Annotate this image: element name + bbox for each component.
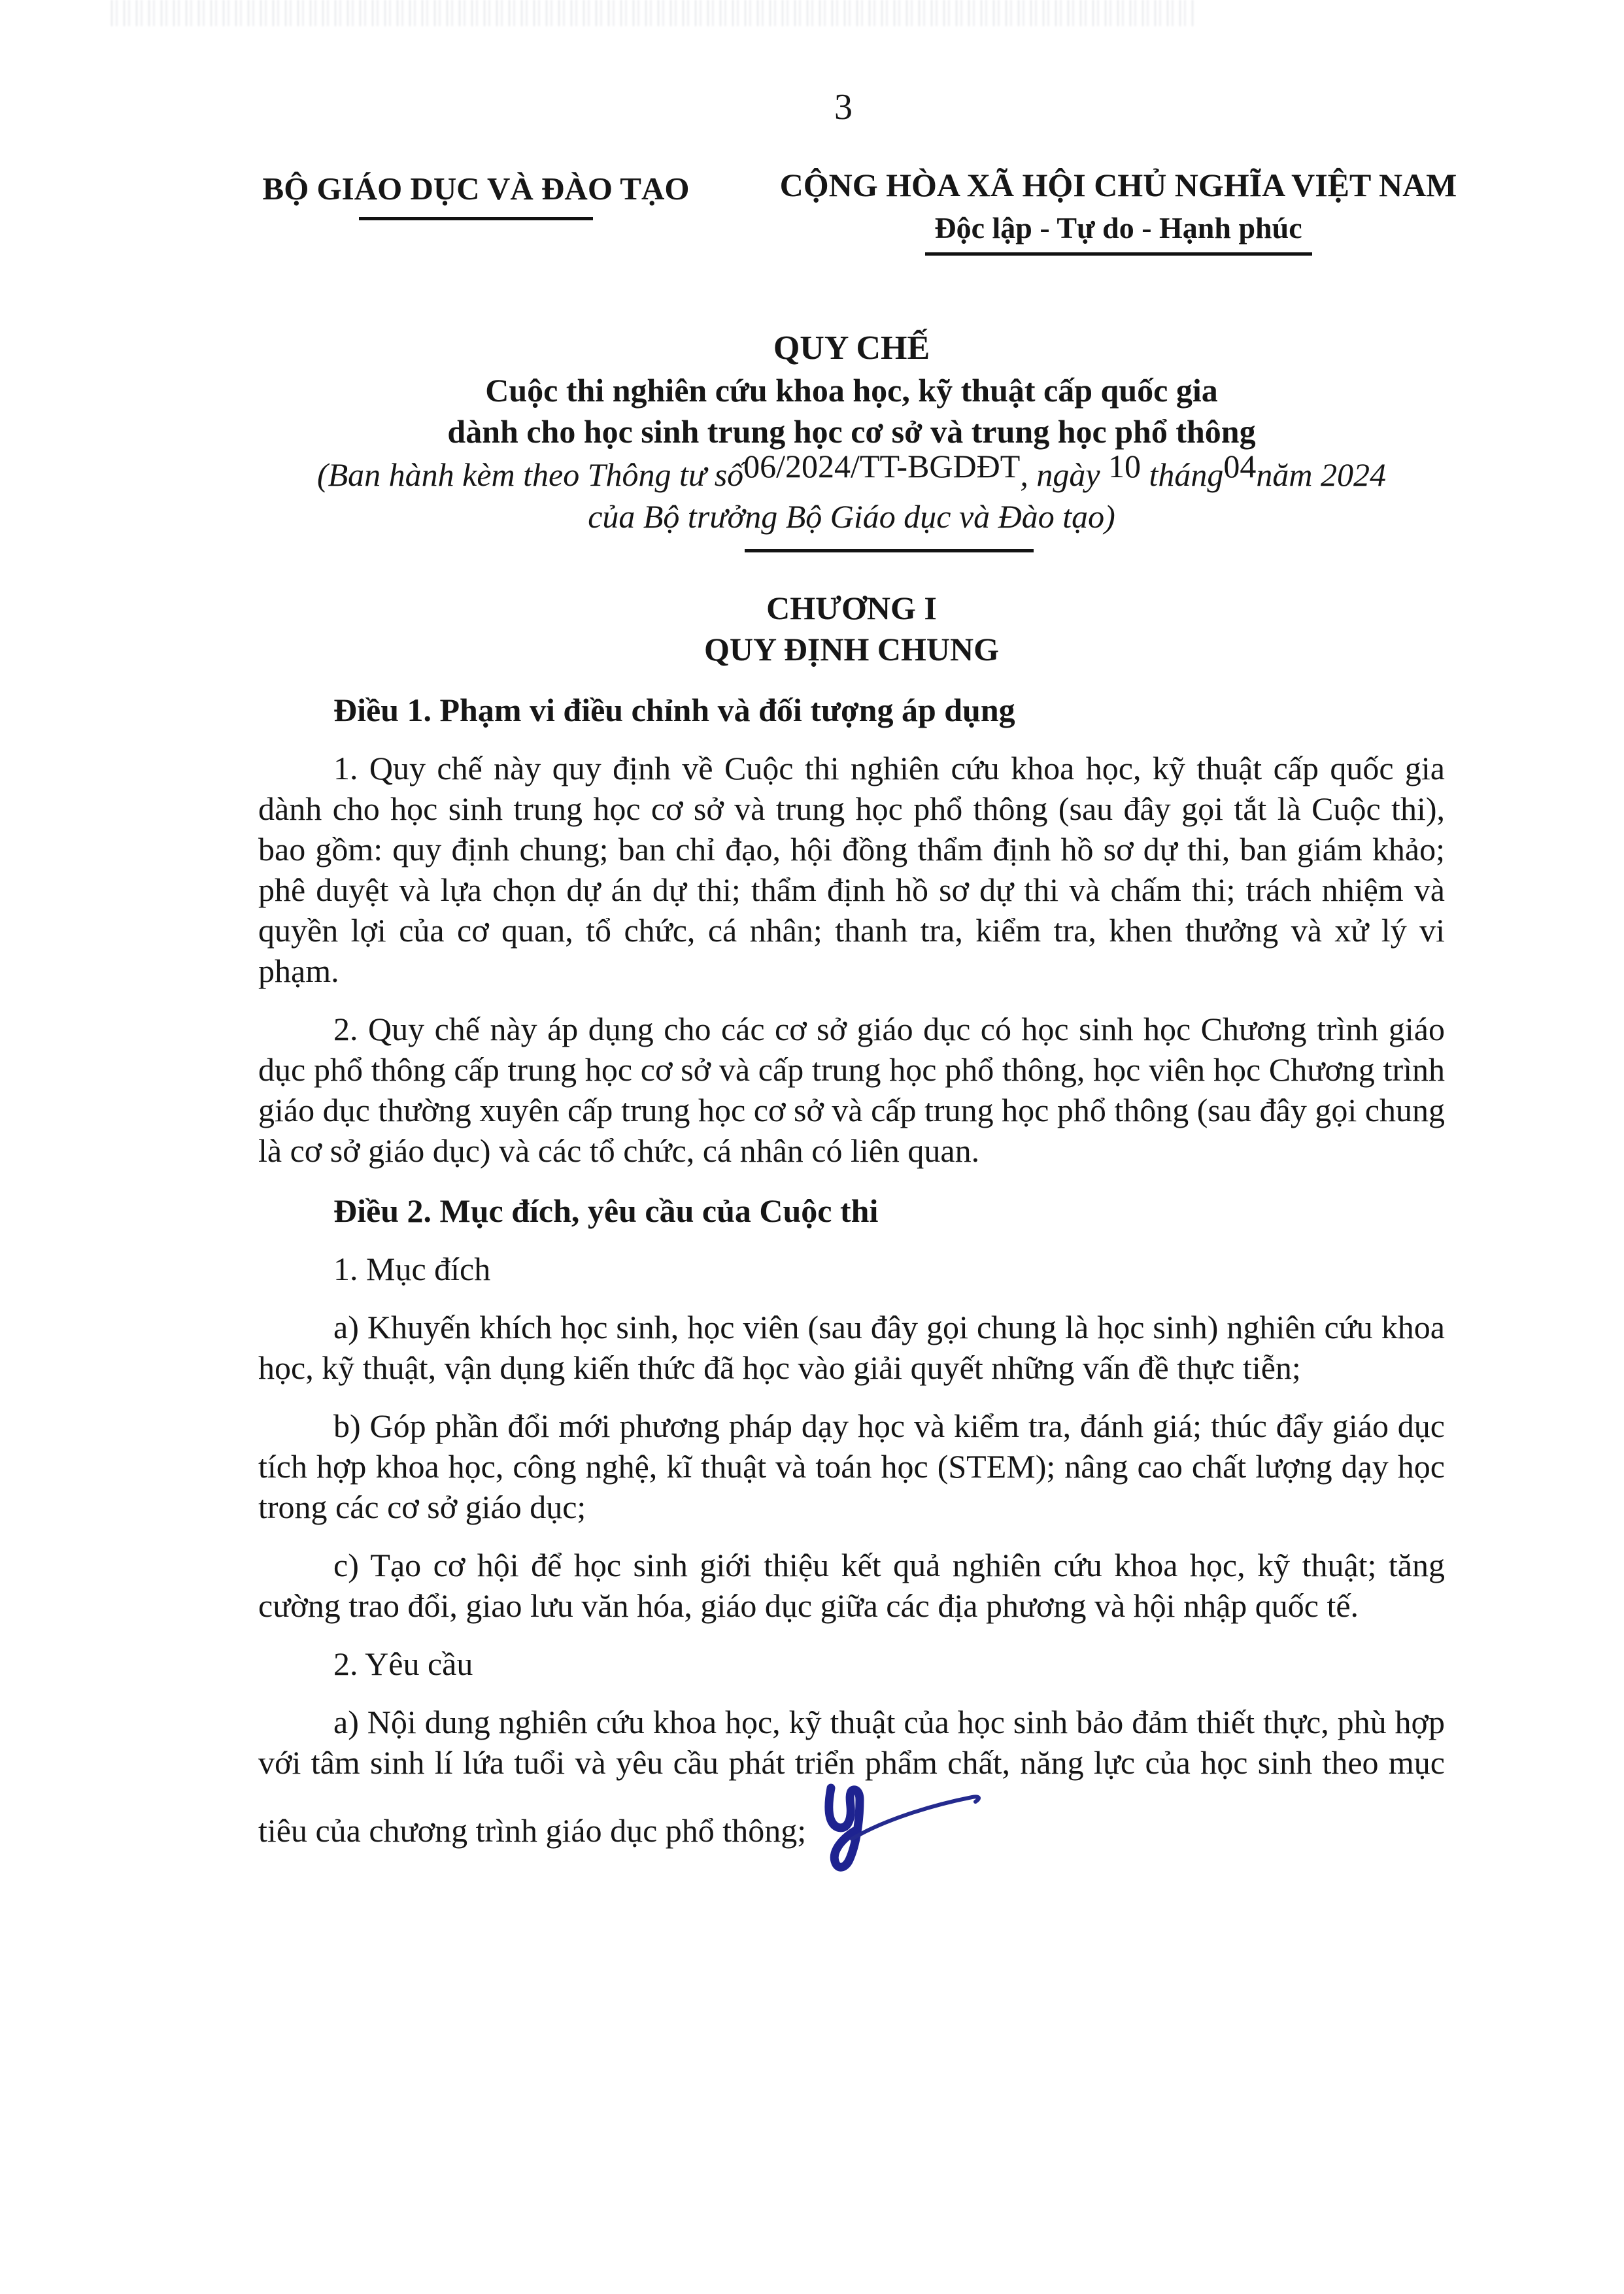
chapter-title: QUY ĐỊNH CHUNG: [704, 631, 999, 667]
signature-initials-icon: [811, 1783, 989, 1881]
org-underline: [359, 217, 593, 220]
article-2-heading: Điều 2. Mục đích, yêu cầu của Cuộc thi: [333, 1192, 879, 1229]
article-2-requirement-a-text: a) Nội dung nghiên cứu khoa học, kỹ thuật của học sinh bảo đảm thiết thực, phù hợp với tâm sinh lí lứa tuổi và yêu cầu phát triển phẩm chất, năng lực của học sinh theo mục tiêu của chương trình giáo dục phổ thông;: [258, 1704, 1445, 1849]
article-1-clause-1: 1. Quy chế này quy định về Cuộc thi nghiên cứu khoa học, kỹ thuật cấp quốc gia dành cho học sinh trung học cơ sở và trung học phổ thông (sau đây gọi tắt là Cuộc thi), bao gồm: quy định chung; ban chỉ đạo, hội đồng thẩm định hồ sơ dự thi, ban giám khảo; phê duyệt và lựa chọn dự án dự thi; thẩm định hồ sơ dự thi và chấm thi; trách nhiệm và quyền lợi của cơ quan, tổ chức, cá nhân; thanh tra, kiểm tra, khen thưởng và xử lý vi phạm.: [258, 750, 1445, 989]
issuance-seg-day-label: , ngày: [1020, 456, 1109, 493]
motto-underline: [925, 252, 1312, 256]
title-line-2: dành cho học sinh trung học cơ sở và trung học phổ thông: [447, 413, 1256, 450]
article-2-requirement-a: [258, 1702, 1445, 1881]
scan-artifact-band: [111, 0, 1196, 26]
article-1-clause-2: 2. Quy chế này áp dụng cho các cơ sở giáo dục có học sinh học Chương trình giáo dục phổ thông cấp trung học cơ sở và cấp trung học phổ thông, học viên học Chương trình giáo dục thường xuyên cấp trung học cơ sở và cấp trung học phổ thông (sau đây gọi chung là cơ sở giáo dục) và các tổ chức, cá nhân có liên quan.: [258, 1011, 1445, 1169]
issuance-prefix: (Ban hành kèm theo Thông tư số: [316, 456, 744, 493]
article-1-heading: Điều 1. Phạm vi điều chỉnh và đối tượng áp dụng: [333, 692, 1015, 728]
document-title-block: [258, 327, 1445, 552]
issuance-line: [258, 448, 1445, 497]
page-number: 3: [834, 87, 853, 127]
chapter-label: CHƯƠNG I: [766, 590, 937, 626]
document-body: [258, 327, 1445, 1881]
article-2-purpose-c: c) Tạo cơ hội để học sinh giới thiệu kết quả nghiên cứu khoa học, kỹ thuật; tăng cường trao đổi, giao lưu văn hóa, giáo dục giữa các địa phương và hội nhập quốc tế.: [258, 1547, 1445, 1624]
article-2-purpose-a: a) Khuyến khích học sinh, học viên (sau đây gọi chung là học sinh) nghiên cứu khoa học, kỹ thuật, vận dụng kiến thức đã học vào giải quyết những vấn đề thực tiễn;: [258, 1309, 1445, 1386]
chapter-block: [258, 588, 1445, 670]
national-header-block: [760, 166, 1476, 256]
article-2-purpose-b: b) Góp phần đổi mới phương pháp dạy học và kiểm tra, đánh giá; thúc đẩy giáo dục tích hợp khoa học, công nghệ, kĩ thuật và toán học (STEM); nâng cao chất lượng dạy học trong các cơ sở giáo dục;: [258, 1408, 1445, 1525]
article-2-requirement-label: 2. Yêu cầu: [333, 1645, 473, 1682]
issuance-year: năm 2024: [1256, 456, 1387, 493]
title-line-1: Cuộc thi nghiên cứu khoa học, kỹ thuật cấp quốc gia: [485, 372, 1218, 409]
issuance-month: 04: [1223, 448, 1257, 484]
issuance-seg-month-label: tháng: [1141, 456, 1224, 493]
regulation-heading: QUY CHẾ: [773, 329, 930, 367]
title-divider: [745, 549, 1034, 552]
issuance-line-2: của Bộ trưởng Bộ Giáo dục và Đào tạo): [588, 498, 1115, 535]
issuance-day: 10: [1108, 448, 1142, 484]
issuing-org-block: [243, 170, 709, 220]
national-motto: Độc lập - Tự do - Hạnh phúc: [934, 211, 1302, 245]
circular-number: 06/2024/TT-BGDĐT: [743, 448, 1021, 484]
issuing-org-name: BỘ GIÁO DỤC VÀ ĐÀO TẠO: [262, 171, 690, 207]
article-2-purpose-label: 1. Mục đích: [333, 1251, 491, 1287]
country-title: CỘNG HÒA XÃ HỘI CHỦ NGHĨA VIỆT NAM: [779, 167, 1457, 203]
